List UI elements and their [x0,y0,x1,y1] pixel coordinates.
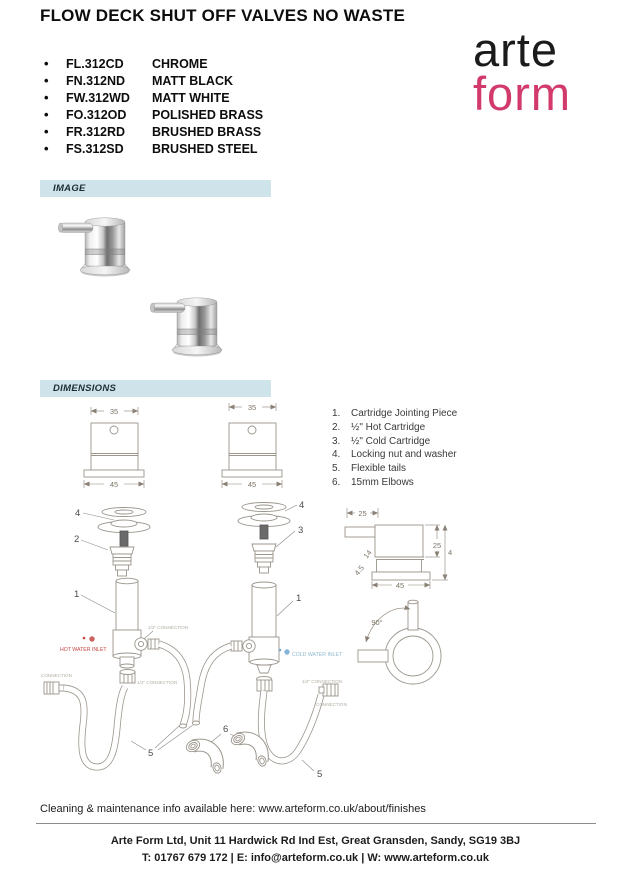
callout-3: 3 [298,525,304,536]
dim-4-5-label: 4.5 [352,563,367,578]
dim-35-label: 35 [247,403,257,412]
product-row [44,123,263,140]
bullet-icon [44,107,66,122]
section-header-image: IMAGE [40,180,271,197]
footer-divider [36,823,596,824]
footer-contact: T: 01767 679 172 | E: info@arteform.co.uk | W: www.arteform.co.uk [142,852,489,864]
dimensions-diagram [36,398,596,798]
elbow-fitting-1 [184,738,222,774]
product-finish: BRUSHED BRASS [152,124,262,139]
part-number: 1. [332,408,341,419]
part-number: 6. [332,476,341,488]
bullet-icon [44,141,66,156]
arteform-logo [473,23,571,120]
dim-25-handle: 25 [358,509,367,518]
footer-cleaning-label: Cleaning & maintenance info available here: [40,803,259,815]
dim-35-label: 35 [109,407,119,416]
exploded-cold-valve [238,500,343,673]
chrome-valve-illustration [58,218,130,277]
bullet-icon [44,124,66,139]
product-finish: BRUSHED STEEL [152,141,258,156]
product-code-list [44,55,263,157]
product-row [44,55,263,72]
dim-45-label: 45 [247,480,257,489]
product-code: FN.312ND [66,73,126,88]
callout-6: 6 [223,724,229,735]
connection-label: CONNECTION [41,673,72,678]
callout-4: 4 [299,500,305,511]
product-finish: CHROME [152,56,208,71]
elbow-fittings [184,724,267,774]
dim-45-side: 45 [395,581,405,590]
part-name: Cartridge Jointing Piece [351,408,458,419]
front-view-drawing-2 [222,403,282,489]
cold-water-inlet-label: COLD WATER INLET [292,652,343,658]
product-row [44,106,263,123]
product-row [44,89,263,106]
half-connection-label: 1/2" CONNECTION [302,679,343,684]
section-header-dimensions: DIMENSIONS [40,380,271,397]
hot-water-inlet-label: HOT WATER INLET [60,647,107,653]
bullet-icon [44,90,66,105]
angle-90-label: 90° [371,618,383,627]
connection-label: CONNECTION [316,702,347,707]
bullet-icon [44,56,66,71]
dim-45-label: 45 [109,480,119,489]
product-row [44,140,263,157]
elbow-angle-drawing [358,600,441,684]
chrome-valve-illustration [150,298,222,357]
callout-5: 5 [148,748,154,759]
bullet-icon [44,73,66,88]
product-code: FO.312OD [66,107,127,122]
half-connection-label: 1/2" CONNECTION [148,625,189,630]
part-name: 15mm Elbows [351,476,414,488]
side-view-drawing [345,508,452,590]
part-number: 4. [332,449,341,461]
product-finish: MATT BLACK [152,73,233,88]
footer-cleaning-note [40,803,426,815]
callout-2: 2 [74,534,80,545]
product-code: FR.312RD [66,124,126,139]
product-row [44,72,263,89]
product-photo-valve-1 [56,214,132,278]
dim-14-label: 14 [361,548,374,561]
dim-4-label: 4 [448,548,453,557]
front-view-drawing-1 [84,407,144,489]
callout-1: 1 [296,593,302,604]
part-name: ½" Cold Cartridge [351,435,431,447]
callout-1: 1 [74,589,80,600]
part-number: 3. [332,435,341,447]
half-connection-label: 1/2" CONNECTION [137,680,178,685]
part-name: Locking nut and washer [351,449,457,461]
product-finish: MATT WHITE [152,90,230,105]
logo-form: form [473,67,571,120]
part-number: 5. [332,463,341,475]
footer-finishes-link[interactable]: www.arteform.co.uk/about/finishes [258,803,426,815]
flexible-tails-drawing [41,639,347,780]
product-code: FW.312WD [66,90,130,105]
part-name: Flexible tails [351,463,407,475]
callout-5: 5 [317,769,323,780]
exploded-hot-valve [60,508,188,669]
product-code: FL.312CD [66,56,124,71]
footer-address: Arte Form Ltd, Unit 11 Hardwick Rd Ind Est, Great Gransden, Sandy, SG19 3BJ [110,835,521,847]
logo-arte: arte [473,23,558,76]
part-number: 2. [332,421,341,433]
dim-25-body: 25 [432,541,442,550]
product-photo-valve-2 [148,294,224,358]
product-code: FS.312SD [66,141,124,156]
callout-4: 4 [75,508,81,519]
product-finish: POLISHED BRASS [152,107,264,122]
page-title: FLOW DECK SHUT OFF VALVES NO WASTE [40,6,406,25]
part-name: ½" Hot Cartridge [351,421,426,433]
